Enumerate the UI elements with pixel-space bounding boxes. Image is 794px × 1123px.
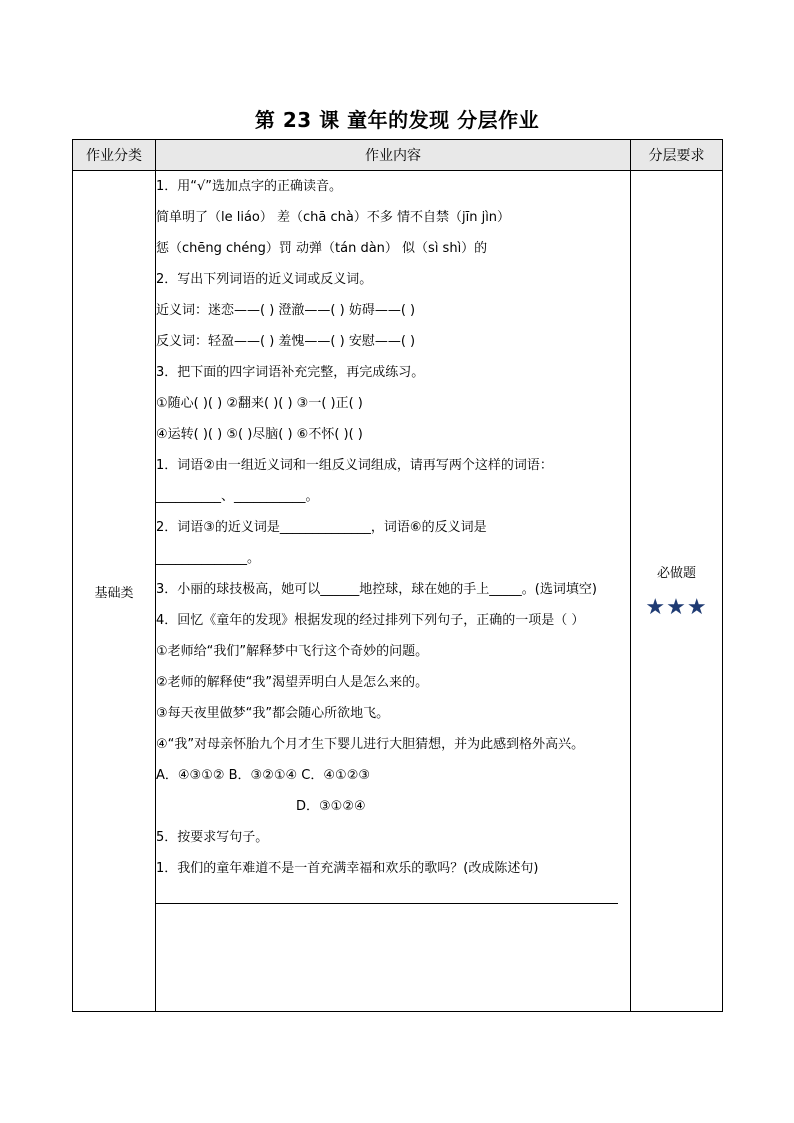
content-line: ______________。: [156, 551, 261, 566]
requirement-label: 必做题: [656, 566, 696, 581]
page-title: 第 23 课 童年的发现 分层作业: [254, 108, 540, 132]
content-line: 5．按要求写句子。: [156, 830, 269, 845]
content-line: 1．用“√”选加点字的正确读音。: [156, 179, 343, 194]
content-line: 1．我们的童年难道不是一首充满幸福和欢乐的歌吗？(改成陈述句): [156, 861, 539, 876]
content-line: A．④③①② B．③②①④ C．④①②③: [156, 768, 371, 783]
homework-table: [72, 139, 723, 1012]
content-line: D．③①②④: [296, 799, 366, 814]
content-line: 3．把下面的四字词语补充完整，再完成练习。: [156, 365, 425, 380]
table-row: [73, 171, 723, 1012]
content-line: 简单明了（le liáo） 差（chā chà）不多 情不自禁（jīn jìn）: [156, 210, 511, 225]
content-line: ②老师的解释使“我”渴望弄明白人是怎么来的。: [156, 675, 429, 690]
content-line: 近义词：迷恋——( ) 澄澈——( ) 妨碍——( ): [156, 303, 416, 318]
requirement-cell: [631, 171, 723, 1012]
table-header-row: [73, 140, 723, 171]
content-line: ④“我”对母亲怀胎九个月才生下婴儿进行大胆猜想，并为此感到格外高兴。: [156, 737, 585, 752]
content-line: 4．回忆《童年的发现》根据发现的经过排列下列句子，正确的一项是（ ）: [156, 613, 585, 628]
content-line: ④运转( )( ) ⑤( )尽脑( ) ⑥不怀( )( ): [156, 427, 363, 442]
content-line: 惩（chēng chéng）罚 动弹（tán dàn） 似（sì shì）的: [156, 241, 488, 256]
content-line: ③每天夜里做梦“我”都会随心所欲地飞。: [156, 706, 390, 721]
header-content: 作业内容: [156, 140, 631, 171]
content-line: 2．写出下列词语的近义词或反义词。: [156, 272, 373, 287]
content-line: __________、___________。: [156, 489, 319, 504]
answer-line: [156, 902, 618, 904]
content-line: 2．词语③的近义词是______________，词语⑥的反义词是: [156, 520, 487, 535]
category-cell: 基础类: [73, 171, 156, 1012]
content-line: 3．小丽的球技极高，她可以______地控球，球在她的手上_____。(选词填空): [156, 582, 597, 597]
content-cell: [156, 171, 631, 1012]
content-line: 反义词：轻盈——( ) 羞愧——( ) 安慰——( ): [156, 334, 416, 349]
header-category: 作业分类: [73, 140, 156, 171]
content-line: ①随心( )( ) ②翻来( )( ) ③一( )正( ): [156, 396, 363, 411]
header-requirement: 分层要求: [631, 140, 723, 171]
content-line: ①老师给“我们”解释梦中飞行这个奇妙的问题。: [156, 644, 429, 659]
content-line: 1．词语②由一组近义词和一组反义词组成，请再写两个这样的词语：: [156, 458, 553, 473]
star-rating: ★★★: [645, 595, 708, 620]
